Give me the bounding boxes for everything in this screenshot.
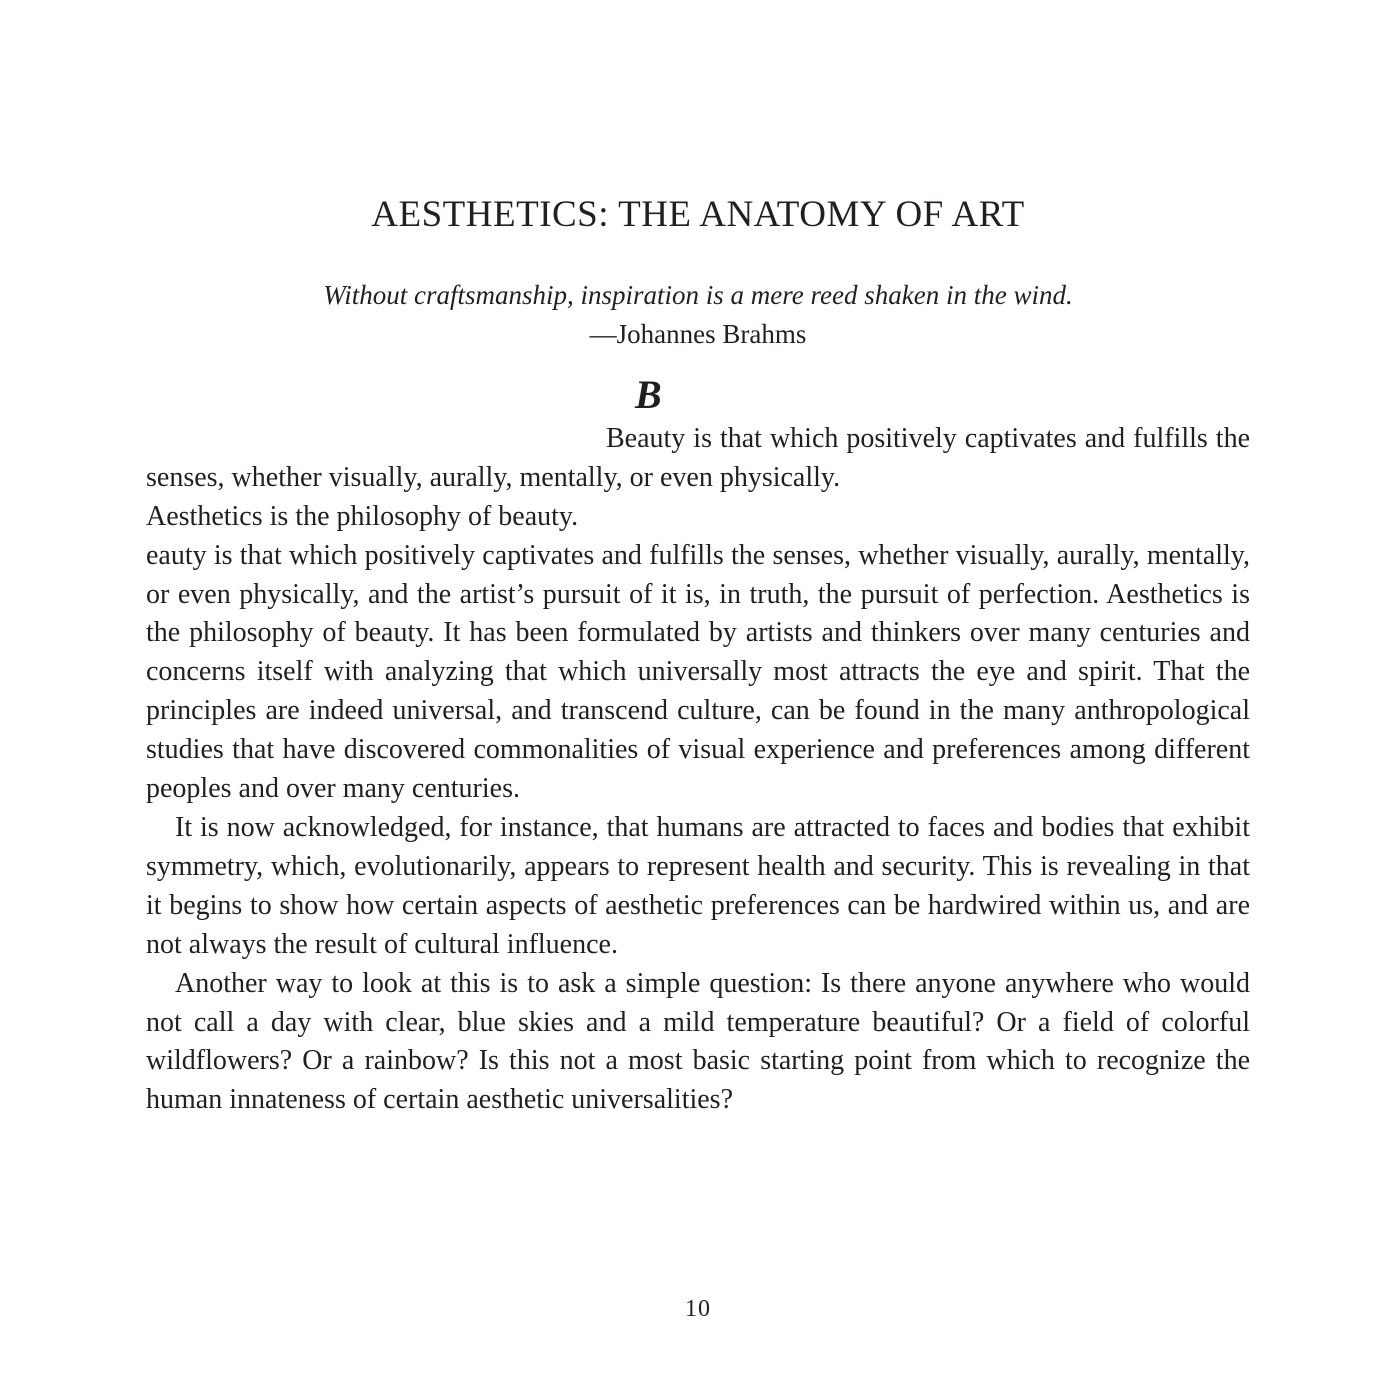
- paragraph-2: It is now acknowledged, for instance, that humans are attracted to faces and bodies that exhibit symmetry, which, evolutionarily, appears to represent health and security. This is revealing in that it begins to show how certain aspects of aesthetic preferences can be hardwired within us, and are not always the result of cultural influence.: [146, 811, 1250, 960]
- body-text: [146, 372, 1250, 1120]
- pull-quote-line-2: Aesthetics is the philosophy of beauty.: [146, 500, 579, 532]
- epigraph-attribution: —Johannes Brahms: [589, 319, 807, 349]
- epigraph: [0, 276, 1396, 354]
- pull-quote-line-1: Beauty is that which positively captivates and fulfills the senses, whether visually, aurally, mentally, or even physically.: [146, 422, 1250, 493]
- drop-cap: B: [635, 372, 662, 417]
- chapter-title: AESTHETICS: THE ANATOMY OF ART: [371, 194, 1025, 235]
- paragraph-1: [146, 372, 1250, 420]
- epigraph-quote: Without craftsmanship, inspiration is a mere reed shaken in the wind.: [323, 280, 1073, 310]
- paragraph-3: Another way to look at this is to ask a simple question: Is there anyone anywhere who would not call a day with clear, blue skies and a mild temperature beautiful? Or a field of colorful wildflowers? Or a rainbow? Is this not a most basic starting point from which to recognize the human innateness of certain aesthetic universalities?: [146, 967, 1250, 1116]
- paragraph-1-text: eauty is that which positively captivates and fulfills the senses, whether visually, aurally, mentally, or even physically, and the artist’s pursuit of it is, in truth, the pursuit of perfection. Aesthetics is the philosophy of beauty. It has been formulated by artists and thinkers over many centuries and concerns itself with analyzing that which universally most attracts the eye and spirit. That the principles are indeed universal, and transcend culture, can be found in the many anthropological studies that have discovered commonalities of visual experience and preferences among different peoples and over many centuries.: [146, 539, 1250, 805]
- page-number: 10: [685, 1296, 711, 1322]
